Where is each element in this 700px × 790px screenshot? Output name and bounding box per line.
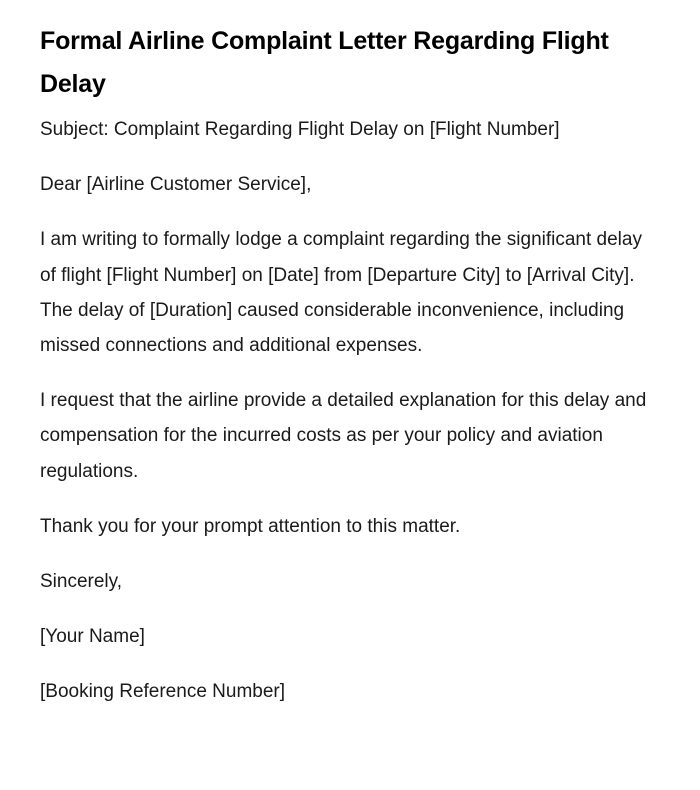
body-paragraph-complaint: I am writing to formally lodge a complaint regarding the significant delay of flight [Flight Number] on [Date] from [Departure City] to [Arrival City]. The delay of [Duration] caused considerable inconvenience, including missed connections and additional expenses. [40, 229, 642, 357]
closing-line: Sincerely, [40, 571, 123, 593]
booking-reference: [Booking Reference Number] [40, 681, 286, 703]
letter-title: Formal Airline Complaint Letter Regarding Flight Delay [40, 27, 609, 98]
subject-line: Subject: Complaint Regarding Flight Delay on [Flight Number] [40, 119, 560, 140]
salutation: Dear [Airline Customer Service], [40, 174, 312, 196]
thanks-line: Thank you for your prompt attention to this matter. [40, 515, 461, 537]
body-paragraph-request: I request that the airline provide a detailed explanation for this delay and compensation for the incurred costs as per your policy and aviation regulations. [40, 390, 647, 482]
sender-name: [Your Name] [40, 626, 145, 648]
letter-document [40, 20, 650, 710]
